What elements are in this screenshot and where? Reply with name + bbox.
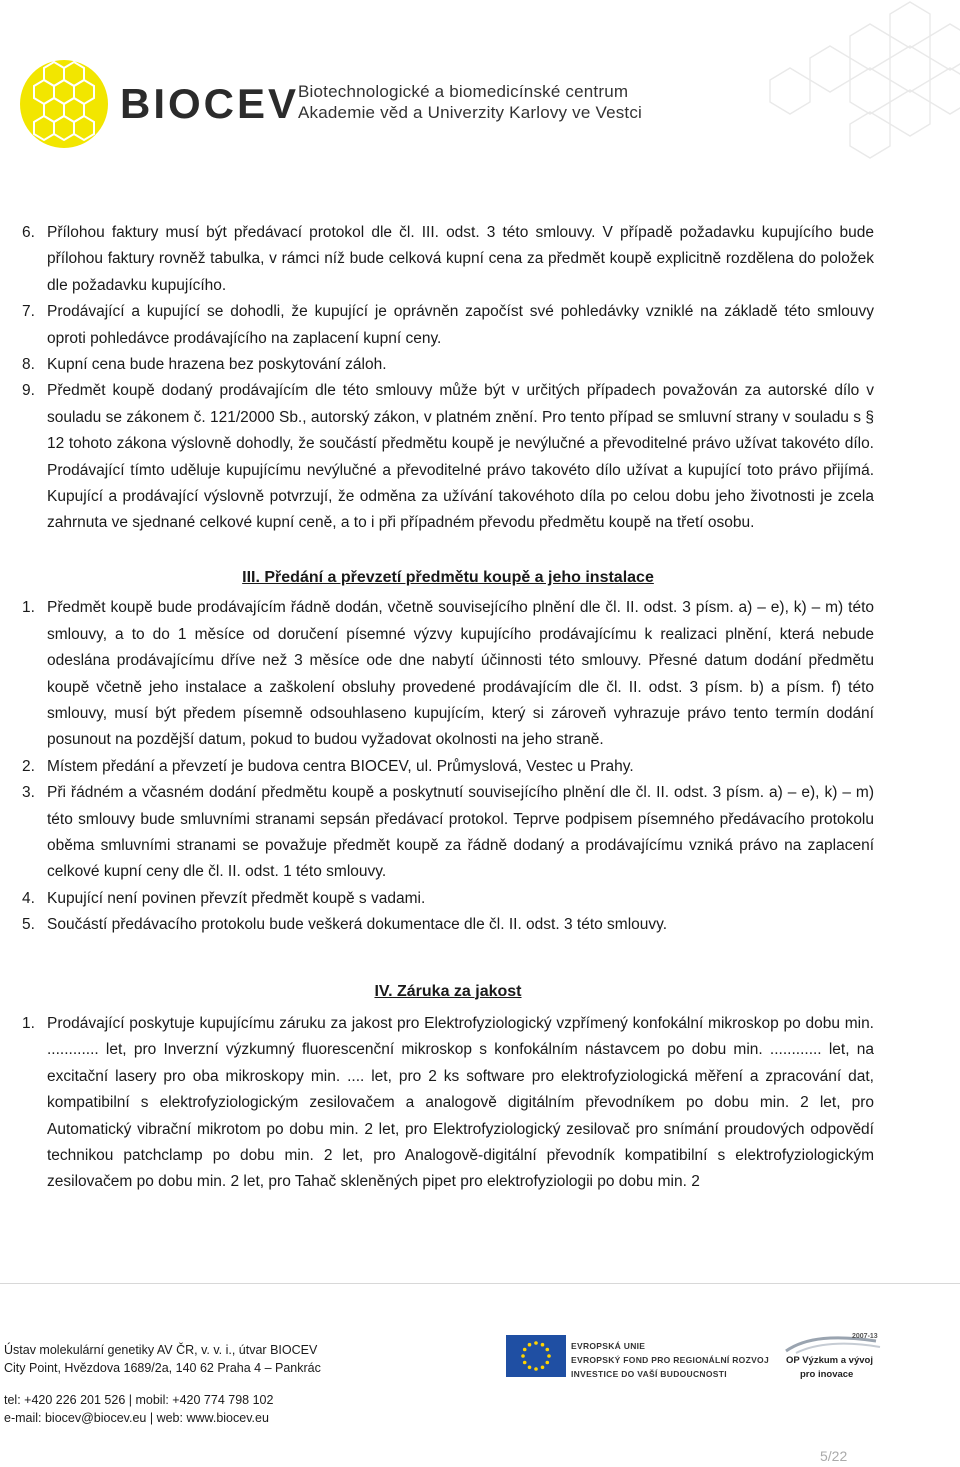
item-text: Při řádném a včasném dodání předmětu koupě a poskytnutí souvisejícího plnění dle čl. II. odst. 3 písm. a) – e), k) – m) této smlouvy bude smluvními stranami sepsán předávací protokol. Teprve podpisem písemného předávacího protokolu oběma smluvními stranami se považuje předmět koupě za řádně dodaný a prodávajícímu vzniká právo na zaplacení celkové kupní ceny dle čl. II. odst. 1 této smlouvy.: [47, 784, 874, 881]
footer-institution: Ústav molekulární genetiky AV ČR, v. v. i., útvar BIOCEV: [4, 1343, 318, 1357]
item-number: 1.: [22, 1014, 35, 1032]
item-text: Přílohou faktury musí být předávací protokol dle čl. III. odst. 3 této smlouvy. V případě požadavku kupujícího bude přílohou faktury rovněž tabulka, v rámci níž bude celková kupní cena za předmět koupě explicitně rozdělena do položek dle požadavku kupujícího.: [47, 224, 874, 294]
hexagon-pattern-decoration: [620, 0, 960, 160]
biocev-logo-icon: [18, 58, 110, 150]
document-body: [22, 220, 874, 1196]
item-number: 2.: [22, 757, 35, 775]
op-subtitle: pro inovace: [800, 1369, 854, 1380]
section-iv-title: IV. Záruka za jakost: [374, 982, 522, 1000]
item-number: 7.: [22, 303, 35, 321]
section-iv-list: [22, 1011, 874, 1196]
list-item: [22, 1011, 874, 1196]
eu-label-line3: INVESTICE DO VAŠÍ BUDOUCNOSTI: [571, 1369, 727, 1379]
footer-divider: [0, 1283, 960, 1284]
op-years: 2007-13: [852, 1333, 878, 1340]
brand-subtitle-line1: Biotechnologické a biomedicínské centrum: [298, 82, 629, 101]
item-text: Součástí předávacího protokolu bude veškerá dokumentace dle čl. II. odst. 3 této smlouvy.: [47, 916, 668, 934]
item-number: 8.: [22, 356, 35, 374]
list-item: [22, 754, 874, 780]
item-number: 4.: [22, 889, 35, 907]
list-item: [22, 912, 874, 938]
list-item: [22, 220, 874, 299]
page-number: 5/22: [820, 1448, 848, 1464]
eu-label-line2: EVROPSKÝ FOND PRO REGIONÁLNÍ ROZVOJ: [571, 1355, 769, 1365]
section-iii-title: III. Předání a převzetí předmětu koupě a jeho instalace: [242, 568, 654, 586]
footer-phones: tel: +420 226 201 526 | mobil: +420 774 798 102: [4, 1393, 274, 1407]
footer-email-web: e-mail: biocev@biocev.eu | web: www.biocev.eu: [4, 1411, 269, 1425]
brand-subtitle-line2: Akademie věd a Univerzity Karlovy ve Vestci: [298, 103, 643, 122]
item-text: Prodávající a kupující se dohodli, že kupující je oprávněn započíst své pohledávky vzniklé na základě této smlouvy oproti pohledávce prodávajícího na zaplacení kupní ceny.: [47, 303, 874, 347]
item-number: 5.: [22, 916, 35, 934]
item-text: Prodávající poskytuje kupujícímu záruku za jakost pro Elektrofyziologický vzpřímený konfokální mikroskop po dobu min. ............ let, pro Inverzní výzkumný fluorescenční mikroskop s konfokálním nástavcem po dobu min. ............ let, na excitační lasery pro oba mikroskopy min. .... let, pro 2 ks software pro elektrofyziologická měření a zpracování dat, kompatibilní s elektrofyziologickým zesilovačem a analogově digitálním převodníkem po dobu min. 2 let, pro Automatický vibrační mikrotom po dobu min. 2 let, pro Elektrofyziologický zesilovač pro snímání proudových odpovědí technikou patchclamp po dobu min. 2 let, pro Analogově-digitální převodník kompatibilní s elektrofyziologickým zesilovačem po dobu min. 2 let, pro Tahač skleněných pipet pro elektrofyziologii po dobu min. 2: [47, 1014, 874, 1191]
section-ii-continuation: [22, 220, 874, 537]
list-item: [22, 299, 874, 352]
list-item: [22, 595, 874, 753]
eu-label-line1: EVROPSKÁ UNIE: [571, 1341, 646, 1351]
item-text: Místem předání a převzetí je budova centra BIOCEV, ul. Průmyslová, Vestec u Prahy.: [47, 757, 634, 775]
item-text: Předmět koupě dodaný prodávajícím dle této smlouvy může být v určitých případech považován za autorské dílo v souladu se zákonem č. 121/2000 Sb., autorský zákon, v platném znění. Pro tento případ se smluvní strany v souladu s § 12 tohoto zákona výslovně dohodly, že součástí předmětu koupě je nevýlučné a převoditelné právo užívat takovéto dílo. Prodávající tímto uděluje kupujícímu nevýlučné a převoditelné právo takovéto dílo užívat a kupující toto právo přijímá. Kupující a prodávající výslovně potvrzují, že odměna za užívání takovéhoto díla po celou dobu jeho životnosti je zcela zahrnuta ve sjednané celkové kupní ceně, a to i při případném převodu předmětu koupě na třetí osobu.: [47, 382, 874, 532]
item-number: 6.: [22, 224, 35, 241]
item-text: Předmět koupě bude prodávajícím řádně dodán, včetně souvisejícího plnění dle čl. II. odst. 3 písm. a) – e), k) – m) této smlouvy, a to do 1 měsíce od doručení písemné výzvy kupujícího prodávajícímu k realizaci plnění, která nebude odeslána prodávajícímu dříve než 3 měsíce ode dne nabytí účinnosti této smlouvy. Přesné datum dodání předmětu koupě včetně jeho instalace a zaškolení obsluhy provedené prodávajícím dle čl. II. odst. 3 písm. b) a písm. f) této smlouvy, musí být předem písemně odsouhlaseno kupujícím, který si zároveň vyhrazuje právo tento termín dodání posunout na pozdější datum, pokud to budou vyžadovat okolnosti na jeho straně.: [47, 599, 874, 749]
brand-name: BIOCEV: [120, 80, 300, 127]
footer-address: City Point, Hvězdova 1689/2a, 140 62 Praha 4 – Pankrác: [4, 1361, 321, 1375]
eu-flag-icon: [506, 1335, 566, 1377]
list-item: [22, 378, 874, 536]
list-item: [22, 780, 874, 886]
item-number: 1.: [22, 599, 35, 617]
op-vavpi-logo: [776, 1333, 892, 1387]
page-header: [0, 0, 960, 180]
item-number: 3.: [22, 784, 35, 802]
item-text: Kupující není povinen převzít předmět koupě s vadami.: [47, 889, 426, 907]
list-item: [22, 352, 874, 378]
item-text: Kupní cena bude hrazena bez poskytování záloh.: [47, 356, 387, 374]
section-iii-list: [22, 595, 874, 938]
op-title: OP Výzkum a vývoj: [786, 1355, 873, 1366]
list-item: [22, 886, 874, 912]
item-number: 9.: [22, 382, 35, 400]
